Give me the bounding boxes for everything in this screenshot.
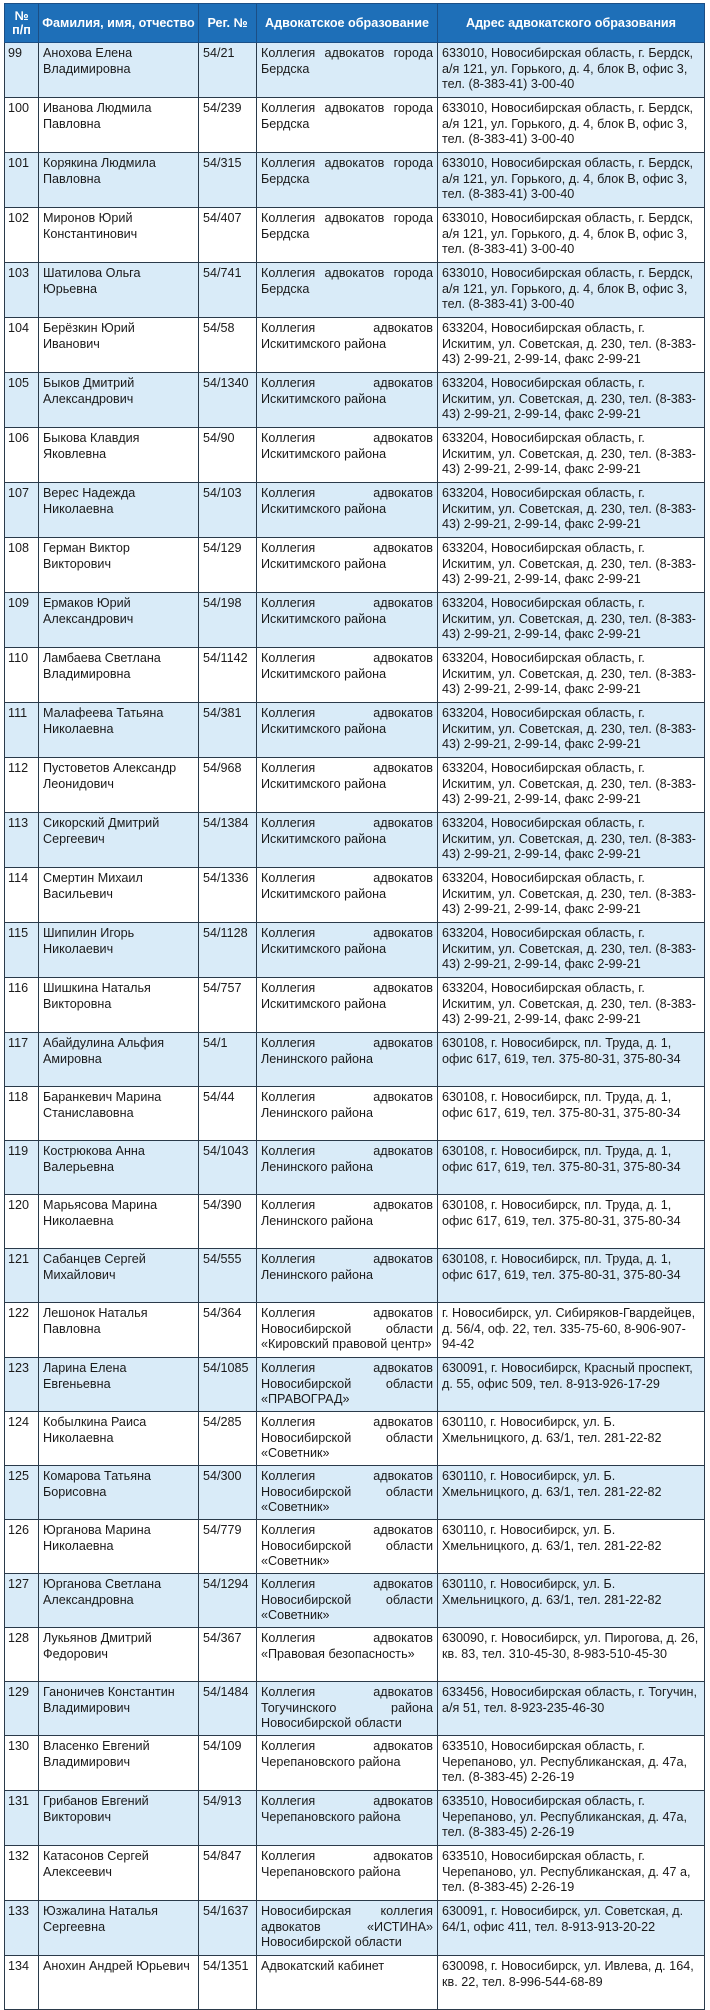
cell-org: Коллегия адвокатов Черепановского района [257, 1791, 438, 1846]
cell-num: 101 [5, 153, 39, 208]
table-row [5, 1682, 705, 1736]
cell-name: Юрганова Светлана Александровна [39, 1574, 199, 1628]
table-row [5, 1901, 705, 1956]
table-row [5, 1195, 705, 1249]
cell-reg: 54/1043 [199, 1141, 257, 1195]
cell-address: 630098, г. Новосибирск, ул. Ивлева, д. 164, кв. 22, тел. 8-996-544-68-89 [438, 1956, 705, 2010]
table-row [5, 1791, 705, 1846]
cell-name: Герман Виктор Викторович [39, 538, 199, 593]
cell-name: Грибанов Евгений Викторович [39, 1791, 199, 1846]
table-row [5, 1412, 705, 1466]
table-row [5, 1628, 705, 1682]
table-row [5, 1033, 705, 1087]
cell-org: Коллегия адвокатов города Бердска [257, 43, 438, 98]
cell-num: 132 [5, 1846, 39, 1901]
column-header-org: Адвокатское образование [257, 4, 438, 43]
cell-address: 633204, Новосибирская область, г. Искитим, ул. Советская, д. 230, тел. (8-383-43) 2-99-21, 2-99-14, факс 2-99-21 [438, 813, 705, 868]
cell-address: 630108, г. Новосибирск, пл. Труда, д. 1, офис 617, 619, тел. 375-80-31, 375-80-34 [438, 1141, 705, 1195]
table-row [5, 813, 705, 868]
cell-org: Коллегия адвокатов Искитимского района [257, 648, 438, 703]
cell-org: Коллегия адвокатов Ленинского района [257, 1033, 438, 1087]
cell-name: Юзжалина Наталья Сергеевна [39, 1901, 199, 1956]
cell-org: Коллегия адвокатов «Правовая безопасность» [257, 1628, 438, 1682]
cell-address: 633204, Новосибирская область, г. Искитим, ул. Советская, д. 230, тел. (8-383-43) 2-99-21, 2-99-14, факс 2-99-21 [438, 868, 705, 923]
column-header-name: Фамилия, имя, отчество [39, 4, 199, 43]
cell-org: Коллегия адвокатов города Бердска [257, 98, 438, 153]
cell-reg: 54/129 [199, 538, 257, 593]
table-row [5, 1574, 705, 1628]
table-row [5, 923, 705, 978]
cell-reg: 54/21 [199, 43, 257, 98]
column-header-reg: Рег. № [199, 4, 257, 43]
cell-num: 117 [5, 1033, 39, 1087]
table-row [5, 1087, 705, 1141]
cell-org: Коллегия адвокатов Черепановского района [257, 1846, 438, 1901]
cell-num: 105 [5, 373, 39, 428]
cell-reg: 54/364 [199, 1303, 257, 1358]
cell-reg: 54/847 [199, 1846, 257, 1901]
cell-num: 130 [5, 1736, 39, 1791]
column-header-address: Адрес адвокатского образования [438, 4, 705, 43]
cell-num: 126 [5, 1520, 39, 1574]
cell-org: Коллегия адвокатов Ленинского района [257, 1141, 438, 1195]
cell-name: Корякина Людмила Павловна [39, 153, 199, 208]
cell-org: Коллегия адвокатов города Бердска [257, 153, 438, 208]
cell-num: 99 [5, 43, 39, 98]
cell-address: 633510, Новосибирская область, г. Черепаново, ул. Республиканская, д. 47а, тел. (8-383-45) 2-26-19 [438, 1791, 705, 1846]
cell-name: Комарова Татьяна Борисовна [39, 1466, 199, 1520]
cell-name: Баранкевич Марина Станиславовна [39, 1087, 199, 1141]
cell-org: Коллегия адвокатов Новосибирской области «Советник» [257, 1520, 438, 1574]
cell-org: Коллегия адвокатов Искитимского района [257, 978, 438, 1033]
table-row [5, 98, 705, 153]
table-row [5, 263, 705, 318]
cell-address: 633010, Новосибирская область, г. Бердск, а/я 121, ул. Горького, д. 4, блок В, офис 3, тел. (8-383-41) 3-00-40 [438, 153, 705, 208]
cell-name: Сикорский Дмитрий Сергеевич [39, 813, 199, 868]
cell-reg: 54/44 [199, 1087, 257, 1141]
cell-num: 116 [5, 978, 39, 1033]
cell-name: Быкова Клавдия Яковлевна [39, 428, 199, 483]
cell-address: 630091, г. Новосибирск, ул. Советская, д. 64/1, офис 411, тел. 8-913-913-20-22 [438, 1901, 705, 1956]
cell-name: Марьясова Марина Николаевна [39, 1195, 199, 1249]
table-row [5, 1141, 705, 1195]
table-row [5, 483, 705, 538]
cell-name: Сабанцев Сергей Михайлович [39, 1249, 199, 1303]
cell-num: 118 [5, 1087, 39, 1141]
cell-name: Кобылкина Раиса Николаевна [39, 1412, 199, 1466]
cell-reg: 54/407 [199, 208, 257, 263]
cell-org: Новосибирская коллегия адвокатов «ИСТИНА» Новосибирской области [257, 1901, 438, 1956]
cell-reg: 54/968 [199, 758, 257, 813]
cell-reg: 54/315 [199, 153, 257, 208]
cell-name: Лукьянов Дмитрий Федорович [39, 1628, 199, 1682]
cell-address: 630090, г. Новосибирск, ул. Пирогова, д. 26, кв. 83, тел. 310-45-30, 8-983-510-45-30 [438, 1628, 705, 1682]
table-row [5, 208, 705, 263]
cell-num: 128 [5, 1628, 39, 1682]
cell-address: 633010, Новосибирская область, г. Бердск, а/я 121, ул. Горького, д. 4, блок В, офис 3, тел. (8-383-41) 3-00-40 [438, 208, 705, 263]
cell-address: 633204, Новосибирская область, г. Искитим, ул. Советская, д. 230, тел. (8-383-43) 2-99-21, 2-99-14, факс 2-99-21 [438, 703, 705, 758]
cell-num: 104 [5, 318, 39, 373]
cell-num: 112 [5, 758, 39, 813]
cell-reg: 54/1637 [199, 1901, 257, 1956]
cell-org: Коллегия адвокатов Искитимского района [257, 813, 438, 868]
cell-reg: 54/381 [199, 703, 257, 758]
cell-org: Коллегия адвокатов города Бердска [257, 208, 438, 263]
cell-reg: 54/1336 [199, 868, 257, 923]
cell-reg: 54/757 [199, 978, 257, 1033]
cell-org: Коллегия адвокатов Искитимского района [257, 868, 438, 923]
cell-address: 633510, Новосибирская область, г. Черепаново, ул. Республиканская, д. 47а, тел. (8-383-45) 2-26-19 [438, 1736, 705, 1791]
cell-address: 633456, Новосибирская область, г. Тогучин, а/я 51, тел. 8-923-235-46-30 [438, 1682, 705, 1736]
cell-address: 633204, Новосибирская область, г. Искитим, ул. Советская, д. 230, тел. (8-383-43) 2-99-21, 2-99-14, факс 2-99-21 [438, 538, 705, 593]
cell-address: 633204, Новосибирская область, г. Искитим, ул. Советская, д. 230, тел. (8-383-43) 2-99-21, 2-99-14, факс 2-99-21 [438, 648, 705, 703]
cell-address: 630110, г. Новосибирск, ул. Б. Хмельницкого, д. 63/1, тел. 281-22-82 [438, 1466, 705, 1520]
cell-name: Пустоветов Александр Леонидович [39, 758, 199, 813]
cell-address: 633010, Новосибирская область, г. Бердск, а/я 121, ул. Горького, д. 4, блок В, офис 3, тел. (8-383-41) 3-00-40 [438, 263, 705, 318]
cell-org: Коллегия адвокатов Новосибирской области «Кировский правовой центр» [257, 1303, 438, 1358]
cell-reg: 54/741 [199, 263, 257, 318]
cell-name: Иванова Людмила Павловна [39, 98, 199, 153]
cell-address: 630091, г. Новосибирск, Красный проспект, д. 55, офис 509, тел. 8-913-926-17-29 [438, 1358, 705, 1412]
cell-org: Коллегия адвокатов Искитимского района [257, 923, 438, 978]
cell-address: 633204, Новосибирская область, г. Искитим, ул. Советская, д. 230, тел. (8-383-43) 2-99-21, 2-99-14, факс 2-99-21 [438, 373, 705, 428]
cell-org: Коллегия адвокатов Новосибирской области «Советник» [257, 1412, 438, 1466]
cell-org: Коллегия адвокатов Искитимского района [257, 428, 438, 483]
cell-name: Шатилова Ольга Юрьевна [39, 263, 199, 318]
cell-name: Власенко Евгений Владимирович [39, 1736, 199, 1791]
table-row [5, 538, 705, 593]
cell-name: Юрганова Марина Николаевна [39, 1520, 199, 1574]
cell-num: 119 [5, 1141, 39, 1195]
cell-name: Ганоничев Константин Владимирович [39, 1682, 199, 1736]
cell-address: г. Новосибирск, ул. Сибиряков-Гвардейцев, д. 56/4, оф. 22, тел. 335-75-60, 8-906-907-94-42 [438, 1303, 705, 1358]
cell-reg: 54/58 [199, 318, 257, 373]
cell-num: 127 [5, 1574, 39, 1628]
cell-name: Малафеева Татьяна Николаевна [39, 703, 199, 758]
cell-reg: 54/1085 [199, 1358, 257, 1412]
cell-org: Коллегия адвокатов Тогучинского района Новосибирской области [257, 1682, 438, 1736]
cell-address: 630108, г. Новосибирск, пл. Труда, д. 1, офис 617, 619, тел. 375-80-31, 375-80-34 [438, 1249, 705, 1303]
table-row [5, 373, 705, 428]
cell-org: Коллегия адвокатов Ленинского района [257, 1195, 438, 1249]
cell-reg: 54/1384 [199, 813, 257, 868]
cell-num: 106 [5, 428, 39, 483]
cell-address: 633204, Новосибирская область, г. Искитим, ул. Советская, д. 230, тел. (8-383-43) 2-99-21, 2-99-14, факс 2-99-21 [438, 758, 705, 813]
cell-num: 123 [5, 1358, 39, 1412]
cell-num: 115 [5, 923, 39, 978]
table-row [5, 318, 705, 373]
cell-num: 133 [5, 1901, 39, 1956]
cell-name: Берёзкин Юрий Иванович [39, 318, 199, 373]
cell-reg: 54/367 [199, 1628, 257, 1682]
cell-org: Коллегия адвокатов Искитимского района [257, 758, 438, 813]
cell-address: 633204, Новосибирская область, г. Искитим, ул. Советская, д. 230, тел. (8-383-43) 2-99-21, 2-99-14, факс 2-99-21 [438, 978, 705, 1033]
cell-num: 107 [5, 483, 39, 538]
cell-num: 111 [5, 703, 39, 758]
cell-num: 103 [5, 263, 39, 318]
cell-num: 120 [5, 1195, 39, 1249]
cell-reg: 54/109 [199, 1736, 257, 1791]
table-row [5, 1736, 705, 1791]
cell-address: 633510, Новосибирская область, г. Черепаново, ул. Республиканская, д. 47 а, тел. (8-383-45) 2-26-19 [438, 1846, 705, 1901]
cell-address: 633204, Новосибирская область, г. Искитим, ул. Советская, д. 230, тел. (8-383-43) 2-99-21, 2-99-14, факс 2-99-21 [438, 923, 705, 978]
advocates-table [4, 3, 705, 2010]
cell-address: 630108, г. Новосибирск, пл. Труда, д. 1, офис 617, 619, тел. 375-80-31, 375-80-34 [438, 1033, 705, 1087]
cell-name: Смертин Михаил Васильевич [39, 868, 199, 923]
cell-num: 113 [5, 813, 39, 868]
table-row [5, 978, 705, 1033]
cell-org: Коллегия адвокатов Искитимского района [257, 318, 438, 373]
cell-num: 134 [5, 1956, 39, 2010]
cell-org: Коллегия адвокатов города Бердска [257, 263, 438, 318]
table-row [5, 1249, 705, 1303]
table-row [5, 1846, 705, 1901]
cell-num: 110 [5, 648, 39, 703]
cell-num: 114 [5, 868, 39, 923]
table-row [5, 703, 705, 758]
table-row [5, 1956, 705, 2010]
cell-address: 630110, г. Новосибирск, ул. Б. Хмельницкого, д. 63/1, тел. 281-22-82 [438, 1412, 705, 1466]
cell-num: 125 [5, 1466, 39, 1520]
cell-reg: 54/1294 [199, 1574, 257, 1628]
cell-name: Быков Дмитрий Александрович [39, 373, 199, 428]
cell-name: Лешонок Наталья Павловна [39, 1303, 199, 1358]
cell-org: Коллегия адвокатов Новосибирской области «ПРАВОГРАД» [257, 1358, 438, 1412]
cell-num: 108 [5, 538, 39, 593]
table-row [5, 593, 705, 648]
cell-reg: 54/1340 [199, 373, 257, 428]
cell-address: 633010, Новосибирская область, г. Бердск, а/я 121, ул. Горького, д. 4, блок В, офис 3, тел. (8-383-41) 3-00-40 [438, 98, 705, 153]
cell-num: 121 [5, 1249, 39, 1303]
cell-reg: 54/198 [199, 593, 257, 648]
cell-name: Катасонов Сергей Алексеевич [39, 1846, 199, 1901]
cell-reg: 54/1142 [199, 648, 257, 703]
cell-name: Шипилин Игорь Николаевич [39, 923, 199, 978]
table-row [5, 648, 705, 703]
cell-name: Анохин Андрей Юрьевич [39, 1956, 199, 2010]
cell-reg: 54/239 [199, 98, 257, 153]
cell-num: 131 [5, 1791, 39, 1846]
table-row [5, 1520, 705, 1574]
cell-name: Ламбаева Светлана Владимировна [39, 648, 199, 703]
cell-reg: 54/779 [199, 1520, 257, 1574]
cell-address: 633010, Новосибирская область, г. Бердск, а/я 121, ул. Горького, д. 4, блок В, офис 3, тел. (8-383-41) 3-00-40 [438, 43, 705, 98]
cell-org: Адвокатский кабинет [257, 1956, 438, 2010]
cell-num: 129 [5, 1682, 39, 1736]
cell-address: 630108, г. Новосибирск, пл. Труда, д. 1, офис 617, 619, тел. 375-80-31, 375-80-34 [438, 1087, 705, 1141]
cell-org: Коллегия адвокатов Ленинского района [257, 1249, 438, 1303]
cell-num: 100 [5, 98, 39, 153]
table-row [5, 428, 705, 483]
cell-reg: 54/300 [199, 1466, 257, 1520]
cell-org: Коллегия адвокатов Искитимского района [257, 593, 438, 648]
cell-reg: 54/285 [199, 1412, 257, 1466]
cell-address: 630110, г. Новосибирск, ул. Б. Хмельницкого, д. 63/1, тел. 281-22-82 [438, 1574, 705, 1628]
table-row [5, 868, 705, 923]
cell-name: Верес Надежда Николаевна [39, 483, 199, 538]
cell-reg: 54/913 [199, 1791, 257, 1846]
cell-reg: 54/1128 [199, 923, 257, 978]
cell-reg: 54/1 [199, 1033, 257, 1087]
cell-num: 124 [5, 1412, 39, 1466]
cell-reg: 54/390 [199, 1195, 257, 1249]
cell-name: Ермаков Юрий Александрович [39, 593, 199, 648]
cell-num: 102 [5, 208, 39, 263]
cell-name: Анохова Елена Владимировна [39, 43, 199, 98]
cell-org: Коллегия адвокатов Искитимского района [257, 483, 438, 538]
table-row [5, 153, 705, 208]
cell-reg: 54/555 [199, 1249, 257, 1303]
cell-num: 122 [5, 1303, 39, 1358]
cell-name: Миронов Юрий Константинович [39, 208, 199, 263]
cell-address: 633204, Новосибирская область, г. Искитим, ул. Советская, д. 230, тел. (8-383-43) 2-99-21, 2-99-14, факс 2-99-21 [438, 318, 705, 373]
cell-org: Коллегия адвокатов Новосибирской области «Советник» [257, 1466, 438, 1520]
cell-address: 633204, Новосибирская область, г. Искитим, ул. Советская, д. 230, тел. (8-383-43) 2-99-21, 2-99-14, факс 2-99-21 [438, 483, 705, 538]
table-row [5, 43, 705, 98]
cell-address: 630110, г. Новосибирск, ул. Б. Хмельницкого, д. 63/1, тел. 281-22-82 [438, 1520, 705, 1574]
table-row [5, 1358, 705, 1412]
cell-name: Шишкина Наталья Викторовна [39, 978, 199, 1033]
cell-address: 630108, г. Новосибирск, пл. Труда, д. 1, офис 617, 619, тел. 375-80-31, 375-80-34 [438, 1195, 705, 1249]
cell-org: Коллегия адвокатов Искитимского района [257, 538, 438, 593]
cell-name: Кострюкова Анна Валерьевна [39, 1141, 199, 1195]
table-row [5, 1466, 705, 1520]
cell-reg: 54/103 [199, 483, 257, 538]
cell-org: Коллегия адвокатов Новосибирской области «Советник» [257, 1574, 438, 1628]
table-row [5, 758, 705, 813]
column-header-num: № п/п [5, 4, 39, 43]
cell-reg: 54/90 [199, 428, 257, 483]
cell-org: Коллегия адвокатов Искитимского района [257, 373, 438, 428]
cell-org: Коллегия адвокатов Искитимского района [257, 703, 438, 758]
cell-name: Ларина Елена Евгеньевна [39, 1358, 199, 1412]
advocates-registry [4, 3, 704, 2010]
table-row [5, 1303, 705, 1358]
cell-org: Коллегия адвокатов Черепановского района [257, 1736, 438, 1791]
cell-reg: 54/1351 [199, 1956, 257, 2010]
cell-address: 633204, Новосибирская область, г. Искитим, ул. Советская, д. 230, тел. (8-383-43) 2-99-21, 2-99-14, факс 2-99-21 [438, 593, 705, 648]
table-header-row [5, 4, 705, 43]
cell-address: 633204, Новосибирская область, г. Искитим, ул. Советская, д. 230, тел. (8-383-43) 2-99-21, 2-99-14, факс 2-99-21 [438, 428, 705, 483]
cell-org: Коллегия адвокатов Ленинского района [257, 1087, 438, 1141]
cell-num: 109 [5, 593, 39, 648]
cell-name: Абайдулина Альфия Амировна [39, 1033, 199, 1087]
cell-reg: 54/1484 [199, 1682, 257, 1736]
